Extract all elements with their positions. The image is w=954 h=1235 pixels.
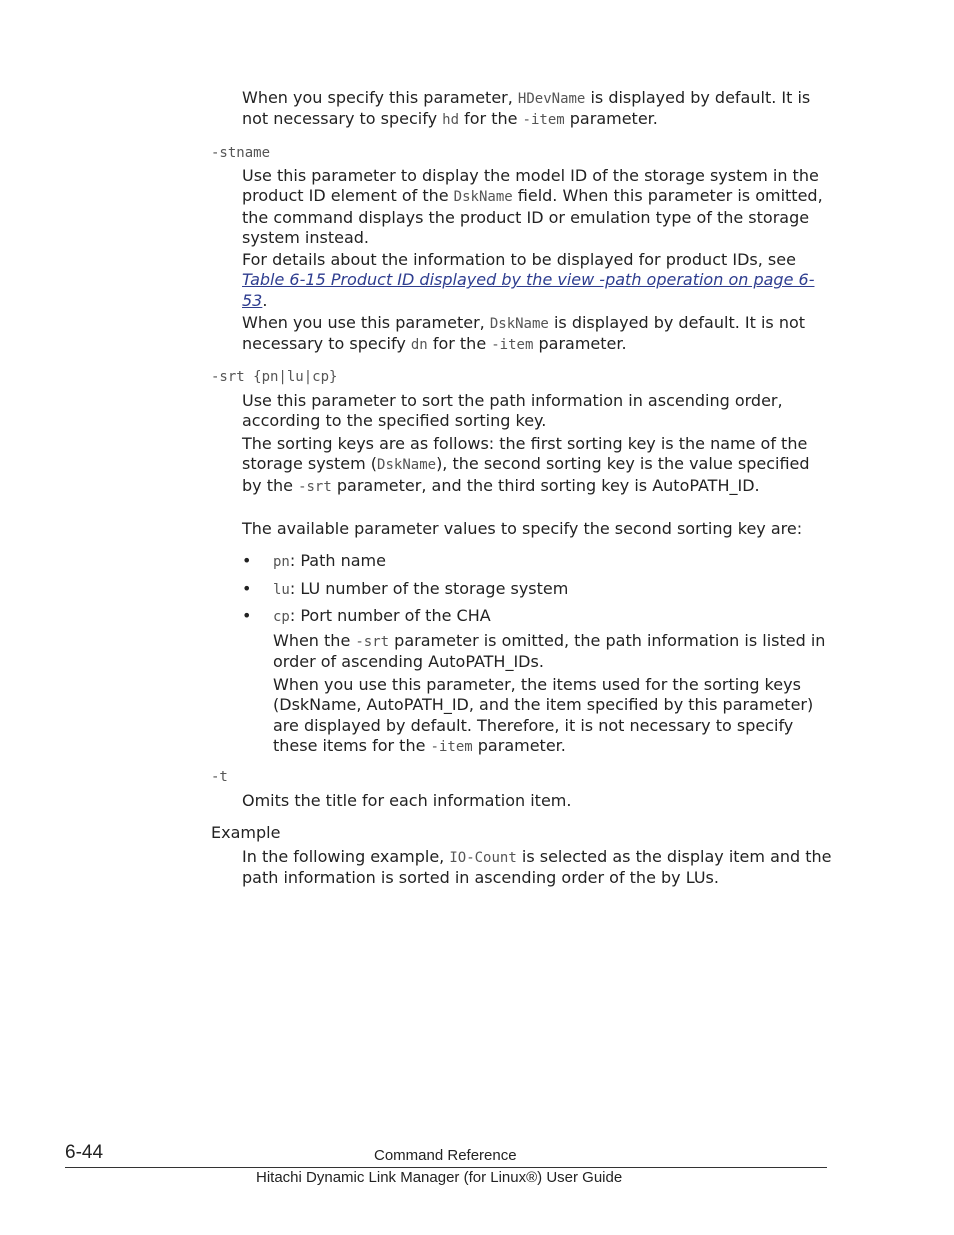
code-hdevname: HDevName [517, 91, 586, 107]
note-text: When you use this parameter, [242, 313, 490, 332]
note-text: parameter. [472, 735, 566, 755]
desc-text: field. When this parameter is omitted, the command displays the product ID or emulation type of the storage system instead. [242, 186, 823, 247]
stname-note [242, 313, 832, 356]
item-text: : LU number of the storage system [289, 579, 569, 598]
note-text: for the [427, 334, 492, 354]
code-hd: hd [442, 112, 460, 129]
srt-omitted-note [273, 631, 833, 673]
note-text: for the [459, 109, 523, 129]
note-text: is displayed by default. It is not necessary to specify [242, 313, 806, 354]
code-dn: dn [410, 337, 428, 354]
note-text: is displayed by default. It is not necessary to specify [242, 88, 811, 129]
stname-description [242, 166, 832, 248]
srt-available-values: The available parameter values to specify the second sorting key are: [242, 519, 803, 538]
keys-text: ), the second sorting key is the value specified by the [242, 454, 810, 495]
page-number: 6-44 [65, 1142, 104, 1163]
desc-text: Use this parameter to display the model ID of the storage system in the product ID element of the [242, 166, 819, 206]
keys-text: parameter, and the third sorting key is AutoPATH_ID. [331, 475, 760, 495]
srt-sorting-keys [242, 434, 832, 497]
bullet-icon: • [242, 551, 252, 570]
footer-section-title: Command Reference [374, 1147, 517, 1164]
note-text: When you specify this parameter, [242, 88, 518, 107]
code-srt: -srt [298, 478, 332, 495]
param-srt: -srt {pn|lu|cp} [211, 369, 338, 385]
example-text: In the following example, [242, 847, 450, 866]
hdevname-default-note [242, 88, 832, 131]
code-cp: cp [273, 609, 290, 625]
stname-details [242, 250, 832, 311]
item-text: : Path name [289, 551, 386, 570]
code-item: -item [522, 112, 565, 129]
note-text: parameter is omitted, the path information is listed in order of ascending AutoPATH_IDs. [273, 631, 826, 672]
bullet-icon: • [242, 606, 252, 625]
keys-text: The sorting keys are as follows: the first sorting key is the name of the storage system ( [242, 434, 808, 474]
note-text: When the [273, 631, 356, 650]
code-srt: -srt [355, 634, 390, 650]
note-text: parameter. [533, 334, 627, 354]
bullet-icon: • [242, 579, 252, 598]
code-dskname: DskName [453, 189, 513, 206]
code-lu: lu [273, 582, 290, 598]
t-description: Omits the title for each information item. [242, 791, 572, 810]
item-text: : Port number of the CHA [289, 606, 491, 625]
code-item: -item [430, 738, 473, 755]
table-6-15-link[interactable]: Table 6-15 Product ID displayed by the view -path operation on page 6-53 [242, 270, 815, 310]
note-text: When you use this parameter, the items used for the sorting keys (DskName, AutoPATH_ID, and the item specified by this parameter) are displayed by default. Therefore, it is not necessary to specify these items for the [273, 675, 814, 755]
srt-default-items-note [273, 675, 833, 757]
example-heading: Example [211, 823, 281, 842]
code-dskname: DskName [377, 457, 437, 474]
note-text: parameter. [564, 109, 658, 129]
srt-description: Use this parameter to sort the path information in ascending order, according to the specified sorting key. [242, 391, 783, 431]
details-text: For details about the information to be displayed for product IDs, see [242, 250, 796, 269]
example-description [242, 847, 832, 889]
details-text: . [262, 290, 268, 310]
code-io-count: IO-Count [449, 850, 517, 866]
param-t: -t [211, 769, 228, 785]
code-item: -item [491, 337, 534, 354]
code-dskname: DskName [489, 316, 549, 332]
code-pn: pn [273, 554, 290, 570]
example-text: is selected as the display item and the path information is sorted in ascending order of the by LUs. [242, 847, 832, 888]
footer-divider [65, 1167, 827, 1168]
footer-book-title: Hitachi Dynamic Link Manager (for Linux®) User Guide [256, 1169, 623, 1186]
param-stname: -stname [211, 145, 271, 161]
